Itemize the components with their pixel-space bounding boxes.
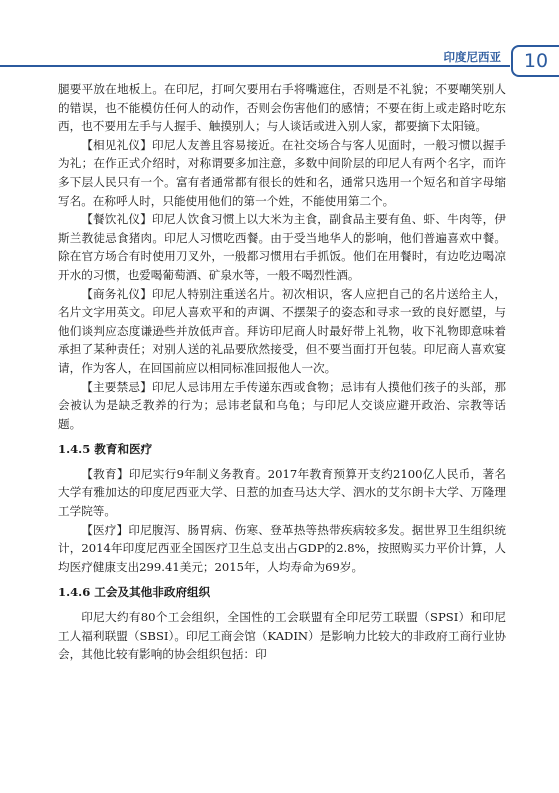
section-heading-education-health: 1.4.5 教育和医疗	[58, 442, 153, 457]
paragraph-dining-etiquette: 【餐饮礼仪】印尼人饮食习惯上以大米为主食，副食品主要有鱼、虾、牛肉等，伊斯兰教徒忌食猪肉。印尼人习惯吃西餐。由于受当地华人的影响，他们普遍喜欢中餐。除在官方场合有时使用刀叉外，一般都习惯用右手抓饭。他们在用餐时，有边吃边喝凉开水的习惯，也爱喝葡萄酒、矿泉水等，一般不喝烈性酒。	[58, 212, 506, 282]
running-header-country: 印度尼西亚	[443, 50, 501, 64]
paragraph-education: 【教育】印尼实行9年制义务教育。2017年教育预算开支约2100亿人民币，著名大学有雅加达的印度尼西亚大学、日惹的加查马达大学、泗水的艾尔朗卡大学、万隆理工学院等。	[58, 466, 506, 519]
page-number: 10	[511, 45, 559, 77]
header-rule	[0, 65, 510, 67]
page-header	[0, 38, 559, 74]
paragraph-healthcare: 【医疗】印尼腹泻、肠胃病、伤寒、登革热等热带疾病较多发。据世界卫生组织统计，2014年印度尼西亚全国医疗卫生总支出占GDP的2.8%，按照购买力平价计算，人均医疗健康支出299.41美元；2015年，人均寿命为69岁。	[58, 522, 506, 574]
page-body	[58, 80, 506, 664]
section-heading-unions-ngos: 1.4.6 工会及其他非政府组织	[58, 585, 211, 600]
paragraph-unions: 印尼大约有80个工会组织，全国性的工会联盟有全印尼劳工联盟（SPSI）和印尼工人福利联盟（SBSI）。印尼工商会馆（KADIN）是影响力比较大的非政府工商行业协会，其他比较有影响的协会组织包括：印	[58, 610, 506, 662]
paragraph-taboos: 【主要禁忌】印尼人忌讳用左手传递东西或食物；忌讳有人摸他们孩子的头部，那会被认为是缺乏教养的行为；忌讳老鼠和乌龟；与印尼人交谈应避开政治、宗教等话题。	[58, 379, 506, 431]
paragraph-continued: 腿要平放在地板上。在印尼，打呵欠要用右手将嘴遮住，否则是不礼貌；不要嘲笑别人的错误，也不能模仿任何人的动作，否则会伤害他们的感情；不要在街上或走路时吃东西，也不要用左手与人握手、触摸别人；与人谈话或进入别人家，都要摘下太阳镜。	[58, 82, 506, 134]
paragraph-business-etiquette: 【商务礼仪】印尼人特别注重送名片。初次相识，客人应把自己的名片送给主人，名片文字用英文。印尼人喜欢平和的声调、不摆架子的姿态和寻求一致的良好愿望，与他们谈判应态度谦逊些并放低声音。拜访印尼商人时最好带上礼物，收下礼物即意味着承担了某种责任；对别人送的礼品要欣然接受，但不要当面打开包装。印尼商人喜欢宴请，作为客人，在回国前应以相同标准回报他人一次。	[58, 286, 506, 375]
paragraph-greeting-etiquette: 【相见礼仪】印尼人友善且容易接近。在社交场合与客人见面时，一般习惯以握手为礼；在作正式介绍时，对称谓要多加注意，多数中间阶层的印尼人有两个名字，而许多下层人民只有一个。富有者通常都有很长的姓和名，通常只选用一个短名和首字母缩写名。在称呼人时，只能使用他们的第一个姓，不能使用第二个。	[58, 137, 506, 208]
